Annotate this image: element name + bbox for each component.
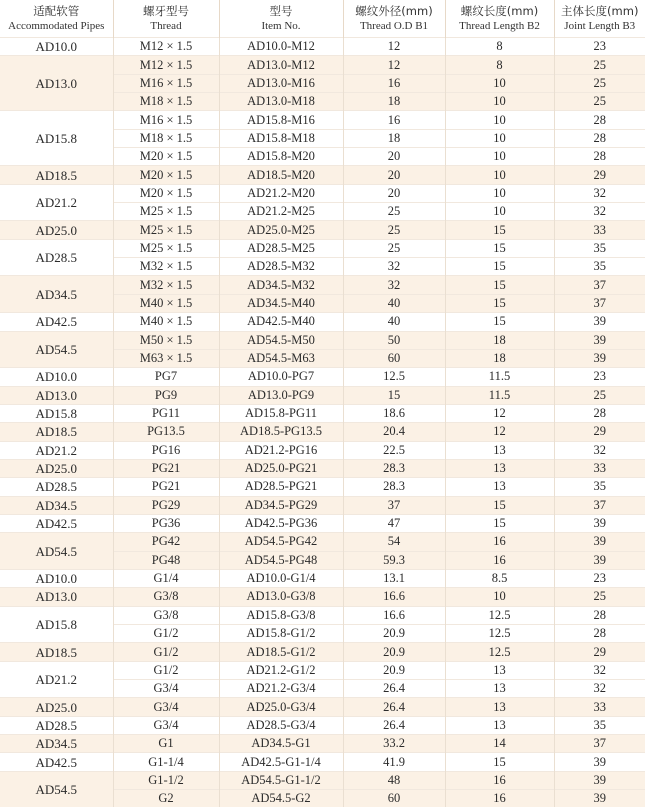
thread-length-cell: 11.5 — [445, 386, 554, 404]
joint-length-cell: 28 — [554, 148, 645, 166]
table-row — [0, 643, 645, 661]
thread-cell: M40 × 1.5 — [113, 313, 219, 331]
joint-length-cell: 39 — [554, 331, 645, 349]
thread-length-cell: 13 — [445, 478, 554, 496]
thread-cell: PG29 — [113, 496, 219, 514]
thread-cell: PG16 — [113, 441, 219, 459]
thread-length-cell: 13 — [445, 441, 554, 459]
thread-length-cell: 16 — [445, 533, 554, 551]
thread-od-cell: 20 — [343, 184, 445, 202]
joint-length-cell: 28 — [554, 625, 645, 643]
thread-od-cell: 16 — [343, 111, 445, 129]
thread-cell: PG11 — [113, 404, 219, 422]
thread-od-cell: 60 — [343, 790, 445, 807]
item-no-cell: AD34.5-M40 — [219, 294, 343, 312]
thread-length-cell: 11.5 — [445, 368, 554, 386]
pipe-cell: AD42.5 — [0, 313, 113, 331]
thread-length-cell: 10 — [445, 203, 554, 221]
thread-od-cell: 40 — [343, 313, 445, 331]
table-row — [0, 386, 645, 404]
table-row — [0, 111, 645, 129]
header-thread-zh: 螺牙型号 — [114, 4, 219, 19]
thread-od-cell: 32 — [343, 258, 445, 276]
thread-od-cell: 48 — [343, 771, 445, 789]
table-row — [0, 38, 645, 56]
thread-od-cell: 25 — [343, 239, 445, 257]
joint-length-cell: 37 — [554, 496, 645, 514]
table-row — [0, 606, 645, 624]
table-row — [0, 569, 645, 587]
item-no-cell: AD34.5-M32 — [219, 276, 343, 294]
pipe-cell: AD42.5 — [0, 753, 113, 771]
thread-od-cell: 33.2 — [343, 735, 445, 753]
joint-length-cell: 32 — [554, 203, 645, 221]
thread-cell: PG13.5 — [113, 423, 219, 441]
thread-length-cell: 12.5 — [445, 643, 554, 661]
table-body — [0, 38, 645, 807]
thread-cell: PG21 — [113, 459, 219, 477]
table-row — [0, 661, 645, 679]
header-thread — [113, 0, 219, 38]
header-joint-length-en: Joint Length B3 — [555, 19, 645, 34]
pipe-cell: AD54.5 — [0, 771, 113, 807]
item-no-cell: AD34.5-G1 — [219, 735, 343, 753]
pipe-cell: AD21.2 — [0, 661, 113, 698]
thread-cell: PG21 — [113, 478, 219, 496]
joint-length-cell: 28 — [554, 404, 645, 422]
item-no-cell: AD54.5-PG42 — [219, 533, 343, 551]
thread-length-cell: 15 — [445, 496, 554, 514]
item-no-cell: AD28.5-G3/4 — [219, 716, 343, 734]
joint-length-cell: 39 — [554, 551, 645, 569]
table-row — [0, 239, 645, 257]
pipe-cell: AD34.5 — [0, 276, 113, 313]
header-pipes-zh: 适配软管 — [0, 4, 113, 19]
joint-length-cell: 39 — [554, 771, 645, 789]
pipe-cell: AD42.5 — [0, 514, 113, 532]
header-joint-length — [554, 0, 645, 38]
joint-length-cell: 29 — [554, 166, 645, 184]
thread-length-cell: 10 — [445, 111, 554, 129]
pipe-cell: AD18.5 — [0, 423, 113, 441]
thread-cell: G3/4 — [113, 716, 219, 734]
joint-length-cell: 39 — [554, 533, 645, 551]
item-no-cell: AD21.2-M20 — [219, 184, 343, 202]
thread-od-cell: 12 — [343, 56, 445, 74]
thread-length-cell: 10 — [445, 148, 554, 166]
thread-length-cell: 16 — [445, 790, 554, 807]
joint-length-cell: 35 — [554, 258, 645, 276]
table-row — [0, 331, 645, 349]
pipe-cell: AD10.0 — [0, 38, 113, 56]
thread-od-cell: 50 — [343, 331, 445, 349]
pipe-cell: AD13.0 — [0, 588, 113, 606]
thread-length-cell: 16 — [445, 771, 554, 789]
item-no-cell: AD21.2-G3/4 — [219, 680, 343, 698]
thread-length-cell: 15 — [445, 313, 554, 331]
pipe-cell: AD25.0 — [0, 698, 113, 716]
item-no-cell: AD21.2-G1/2 — [219, 661, 343, 679]
pipe-cell: AD10.0 — [0, 569, 113, 587]
thread-cell: G3/4 — [113, 680, 219, 698]
thread-length-cell: 13 — [445, 698, 554, 716]
thread-od-cell: 41.9 — [343, 753, 445, 771]
pipe-cell: AD15.8 — [0, 111, 113, 166]
thread-cell: M50 × 1.5 — [113, 331, 219, 349]
thread-length-cell: 12.5 — [445, 606, 554, 624]
thread-cell: M63 × 1.5 — [113, 349, 219, 367]
pipe-cell: AD15.8 — [0, 606, 113, 643]
thread-od-cell: 40 — [343, 294, 445, 312]
table-header — [0, 0, 645, 38]
thread-length-cell: 13 — [445, 716, 554, 734]
pipe-cell: AD21.2 — [0, 441, 113, 459]
joint-length-cell: 23 — [554, 38, 645, 56]
header-item-no-en: Item No. — [220, 19, 343, 34]
thread-length-cell: 15 — [445, 514, 554, 532]
thread-cell: M20 × 1.5 — [113, 184, 219, 202]
thread-cell: G3/8 — [113, 606, 219, 624]
item-no-cell: AD15.8-G3/8 — [219, 606, 343, 624]
joint-length-cell: 33 — [554, 698, 645, 716]
pipe-cell: AD18.5 — [0, 643, 113, 661]
joint-length-cell: 29 — [554, 643, 645, 661]
thread-length-cell: 10 — [445, 93, 554, 111]
thread-cell: M25 × 1.5 — [113, 239, 219, 257]
thread-cell: M18 × 1.5 — [113, 93, 219, 111]
pipe-cell: AD25.0 — [0, 459, 113, 477]
item-no-cell: AD10.0-PG7 — [219, 368, 343, 386]
item-no-cell: AD25.0-G3/4 — [219, 698, 343, 716]
item-no-cell: AD42.5-M40 — [219, 313, 343, 331]
header-row — [0, 0, 645, 38]
thread-cell: M18 × 1.5 — [113, 129, 219, 147]
thread-cell: M25 × 1.5 — [113, 221, 219, 239]
thread-cell: M16 × 1.5 — [113, 74, 219, 92]
thread-length-cell: 15 — [445, 294, 554, 312]
table-row — [0, 478, 645, 496]
thread-od-cell: 20 — [343, 166, 445, 184]
thread-length-cell: 13 — [445, 459, 554, 477]
joint-length-cell: 25 — [554, 74, 645, 92]
item-no-cell: AD42.5-PG36 — [219, 514, 343, 532]
header-pipes — [0, 0, 113, 38]
table-row — [0, 716, 645, 734]
thread-length-cell: 10 — [445, 129, 554, 147]
item-no-cell: AD13.0-M18 — [219, 93, 343, 111]
pipe-cell: AD28.5 — [0, 716, 113, 734]
thread-cell: M32 × 1.5 — [113, 258, 219, 276]
thread-od-cell: 25 — [343, 221, 445, 239]
item-no-cell: AD13.0-PG9 — [219, 386, 343, 404]
thread-length-cell: 10 — [445, 166, 554, 184]
thread-length-cell: 12.5 — [445, 625, 554, 643]
table-row — [0, 184, 645, 202]
thread-cell: PG9 — [113, 386, 219, 404]
thread-od-cell: 26.4 — [343, 698, 445, 716]
item-no-cell: AD21.2-M25 — [219, 203, 343, 221]
item-no-cell: AD34.5-PG29 — [219, 496, 343, 514]
table-row — [0, 441, 645, 459]
pipe-cell: AD25.0 — [0, 221, 113, 239]
thread-length-cell: 15 — [445, 239, 554, 257]
thread-od-cell: 37 — [343, 496, 445, 514]
table-row — [0, 735, 645, 753]
thread-od-cell: 18.6 — [343, 404, 445, 422]
thread-od-cell: 16.6 — [343, 588, 445, 606]
item-no-cell: AD25.0-M25 — [219, 221, 343, 239]
joint-length-cell: 25 — [554, 93, 645, 111]
header-thread-od-zh: 螺纹外径(mm) — [344, 4, 445, 19]
thread-od-cell: 59.3 — [343, 551, 445, 569]
table-row — [0, 221, 645, 239]
item-no-cell: AD18.5-M20 — [219, 166, 343, 184]
pipe-cell: AD15.8 — [0, 404, 113, 422]
thread-length-cell: 8.5 — [445, 569, 554, 587]
item-no-cell: AD54.5-G2 — [219, 790, 343, 807]
joint-length-cell: 28 — [554, 129, 645, 147]
joint-length-cell: 32 — [554, 441, 645, 459]
thread-od-cell: 12 — [343, 38, 445, 56]
thread-length-cell: 10 — [445, 184, 554, 202]
thread-cell: G3/4 — [113, 698, 219, 716]
thread-od-cell: 26.4 — [343, 680, 445, 698]
thread-length-cell: 13 — [445, 661, 554, 679]
joint-length-cell: 37 — [554, 294, 645, 312]
thread-cell: G1/4 — [113, 569, 219, 587]
joint-length-cell: 32 — [554, 680, 645, 698]
item-no-cell: AD28.5-PG21 — [219, 478, 343, 496]
thread-length-cell: 15 — [445, 753, 554, 771]
joint-length-cell: 35 — [554, 478, 645, 496]
thread-od-cell: 20 — [343, 148, 445, 166]
pipe-cell: AD28.5 — [0, 239, 113, 276]
thread-od-cell: 20.9 — [343, 661, 445, 679]
thread-cell: G1-1/2 — [113, 771, 219, 789]
thread-cell: PG36 — [113, 514, 219, 532]
joint-length-cell: 35 — [554, 239, 645, 257]
pipe-cell: AD13.0 — [0, 56, 113, 111]
joint-length-cell: 39 — [554, 349, 645, 367]
thread-od-cell: 13.1 — [343, 569, 445, 587]
thread-length-cell: 10 — [445, 588, 554, 606]
thread-cell: M20 × 1.5 — [113, 148, 219, 166]
joint-length-cell: 25 — [554, 588, 645, 606]
item-no-cell: AD15.8-PG11 — [219, 404, 343, 422]
pipe-cell: AD28.5 — [0, 478, 113, 496]
joint-length-cell: 29 — [554, 423, 645, 441]
joint-length-cell: 39 — [554, 514, 645, 532]
item-no-cell: AD54.5-PG48 — [219, 551, 343, 569]
thread-length-cell: 18 — [445, 331, 554, 349]
item-no-cell: AD15.8-M16 — [219, 111, 343, 129]
table-row — [0, 423, 645, 441]
thread-od-cell: 26.4 — [343, 716, 445, 734]
joint-length-cell: 32 — [554, 184, 645, 202]
item-no-cell: AD18.5-G1/2 — [219, 643, 343, 661]
joint-length-cell: 23 — [554, 368, 645, 386]
header-thread-length-en: Thread Length B2 — [446, 19, 554, 34]
header-thread-length — [445, 0, 554, 38]
item-no-cell: AD25.0-PG21 — [219, 459, 343, 477]
joint-length-cell: 35 — [554, 716, 645, 734]
thread-cell: M25 × 1.5 — [113, 203, 219, 221]
thread-cell: M16 × 1.5 — [113, 111, 219, 129]
thread-od-cell: 28.3 — [343, 478, 445, 496]
header-pipes-en: Accommodated Pipes — [0, 19, 113, 34]
thread-cell: G1 — [113, 735, 219, 753]
thread-cell: PG7 — [113, 368, 219, 386]
thread-od-cell: 28.3 — [343, 459, 445, 477]
item-no-cell: AD21.2-PG16 — [219, 441, 343, 459]
item-no-cell: AD15.8-G1/2 — [219, 625, 343, 643]
pipe-cell: AD54.5 — [0, 331, 113, 368]
thread-length-cell: 15 — [445, 258, 554, 276]
thread-od-cell: 16.6 — [343, 606, 445, 624]
thread-cell: M40 × 1.5 — [113, 294, 219, 312]
thread-od-cell: 22.5 — [343, 441, 445, 459]
thread-od-cell: 16 — [343, 74, 445, 92]
item-no-cell: AD54.5-M50 — [219, 331, 343, 349]
item-no-cell: AD28.5-M25 — [219, 239, 343, 257]
pipe-cell: AD18.5 — [0, 166, 113, 184]
thread-od-cell: 18 — [343, 93, 445, 111]
item-no-cell: AD13.0-M16 — [219, 74, 343, 92]
thread-od-cell: 18 — [343, 129, 445, 147]
table-row — [0, 368, 645, 386]
table-row — [0, 166, 645, 184]
item-no-cell: AD18.5-PG13.5 — [219, 423, 343, 441]
pipe-cell: AD10.0 — [0, 368, 113, 386]
joint-length-cell: 33 — [554, 221, 645, 239]
item-no-cell: AD54.5-G1-1/2 — [219, 771, 343, 789]
item-no-cell: AD10.0-M12 — [219, 38, 343, 56]
joint-length-cell: 39 — [554, 313, 645, 331]
header-thread-length-zh: 螺纹长度(mm) — [446, 4, 554, 19]
thread-length-cell: 13 — [445, 680, 554, 698]
thread-length-cell: 14 — [445, 735, 554, 753]
thread-cell: PG42 — [113, 533, 219, 551]
thread-cell: G1/2 — [113, 643, 219, 661]
thread-length-cell: 16 — [445, 551, 554, 569]
thread-od-cell: 20.9 — [343, 625, 445, 643]
joint-length-cell: 25 — [554, 386, 645, 404]
thread-cell: M20 × 1.5 — [113, 166, 219, 184]
thread-od-cell: 32 — [343, 276, 445, 294]
table-row — [0, 753, 645, 771]
joint-length-cell: 25 — [554, 56, 645, 74]
header-joint-length-zh: 主体长度(mm) — [555, 4, 645, 19]
pipe-cell: AD54.5 — [0, 533, 113, 570]
thread-length-cell: 12 — [445, 404, 554, 422]
item-no-cell: AD42.5-G1-1/4 — [219, 753, 343, 771]
joint-length-cell: 23 — [554, 569, 645, 587]
joint-length-cell: 32 — [554, 661, 645, 679]
table-row — [0, 276, 645, 294]
joint-length-cell: 37 — [554, 276, 645, 294]
item-no-cell: AD15.8-M18 — [219, 129, 343, 147]
joint-length-cell: 33 — [554, 459, 645, 477]
thread-cell: G1/2 — [113, 661, 219, 679]
table-row — [0, 404, 645, 422]
thread-cell: G1-1/4 — [113, 753, 219, 771]
pipe-cell: AD34.5 — [0, 735, 113, 753]
thread-od-cell: 15 — [343, 386, 445, 404]
thread-od-cell: 54 — [343, 533, 445, 551]
header-item-no-zh: 型号 — [220, 4, 343, 19]
table-row — [0, 771, 645, 789]
pipe-cell: AD21.2 — [0, 184, 113, 221]
thread-cell: M12 × 1.5 — [113, 56, 219, 74]
joint-length-cell: 39 — [554, 790, 645, 807]
joint-length-cell: 28 — [554, 606, 645, 624]
joint-length-cell: 39 — [554, 753, 645, 771]
thread-od-cell: 20.4 — [343, 423, 445, 441]
table-row — [0, 514, 645, 532]
thread-length-cell: 18 — [445, 349, 554, 367]
thread-length-cell: 12 — [445, 423, 554, 441]
thread-cell: G2 — [113, 790, 219, 807]
table-row — [0, 56, 645, 74]
joint-length-cell: 28 — [554, 111, 645, 129]
thread-cell: M32 × 1.5 — [113, 276, 219, 294]
thread-od-cell: 12.5 — [343, 368, 445, 386]
table-row — [0, 533, 645, 551]
thread-length-cell: 8 — [445, 56, 554, 74]
item-no-cell: AD28.5-M32 — [219, 258, 343, 276]
thread-cell: M12 × 1.5 — [113, 38, 219, 56]
thread-cell: G1/2 — [113, 625, 219, 643]
table-row — [0, 698, 645, 716]
item-no-cell: AD54.5-M63 — [219, 349, 343, 367]
pipe-cell: AD13.0 — [0, 386, 113, 404]
item-no-cell: AD13.0-M12 — [219, 56, 343, 74]
header-thread-od — [343, 0, 445, 38]
thread-od-cell: 20.9 — [343, 643, 445, 661]
thread-length-cell: 15 — [445, 221, 554, 239]
thread-cell: PG48 — [113, 551, 219, 569]
thread-od-cell: 25 — [343, 203, 445, 221]
thread-od-cell: 60 — [343, 349, 445, 367]
item-no-cell: AD13.0-G3/8 — [219, 588, 343, 606]
item-no-cell: AD10.0-G1/4 — [219, 569, 343, 587]
thread-cell: G3/8 — [113, 588, 219, 606]
header-thread-en: Thread — [114, 19, 219, 34]
thread-length-cell: 10 — [445, 74, 554, 92]
table-row — [0, 313, 645, 331]
thread-od-cell: 47 — [343, 514, 445, 532]
header-item-no — [219, 0, 343, 38]
table-row — [0, 496, 645, 514]
item-no-cell: AD15.8-M20 — [219, 148, 343, 166]
thread-length-cell: 8 — [445, 38, 554, 56]
pipe-cell: AD34.5 — [0, 496, 113, 514]
table-row — [0, 588, 645, 606]
header-thread-od-en: Thread O.D B1 — [344, 19, 445, 34]
joint-length-cell: 37 — [554, 735, 645, 753]
thread-length-cell: 15 — [445, 276, 554, 294]
table-row — [0, 459, 645, 477]
